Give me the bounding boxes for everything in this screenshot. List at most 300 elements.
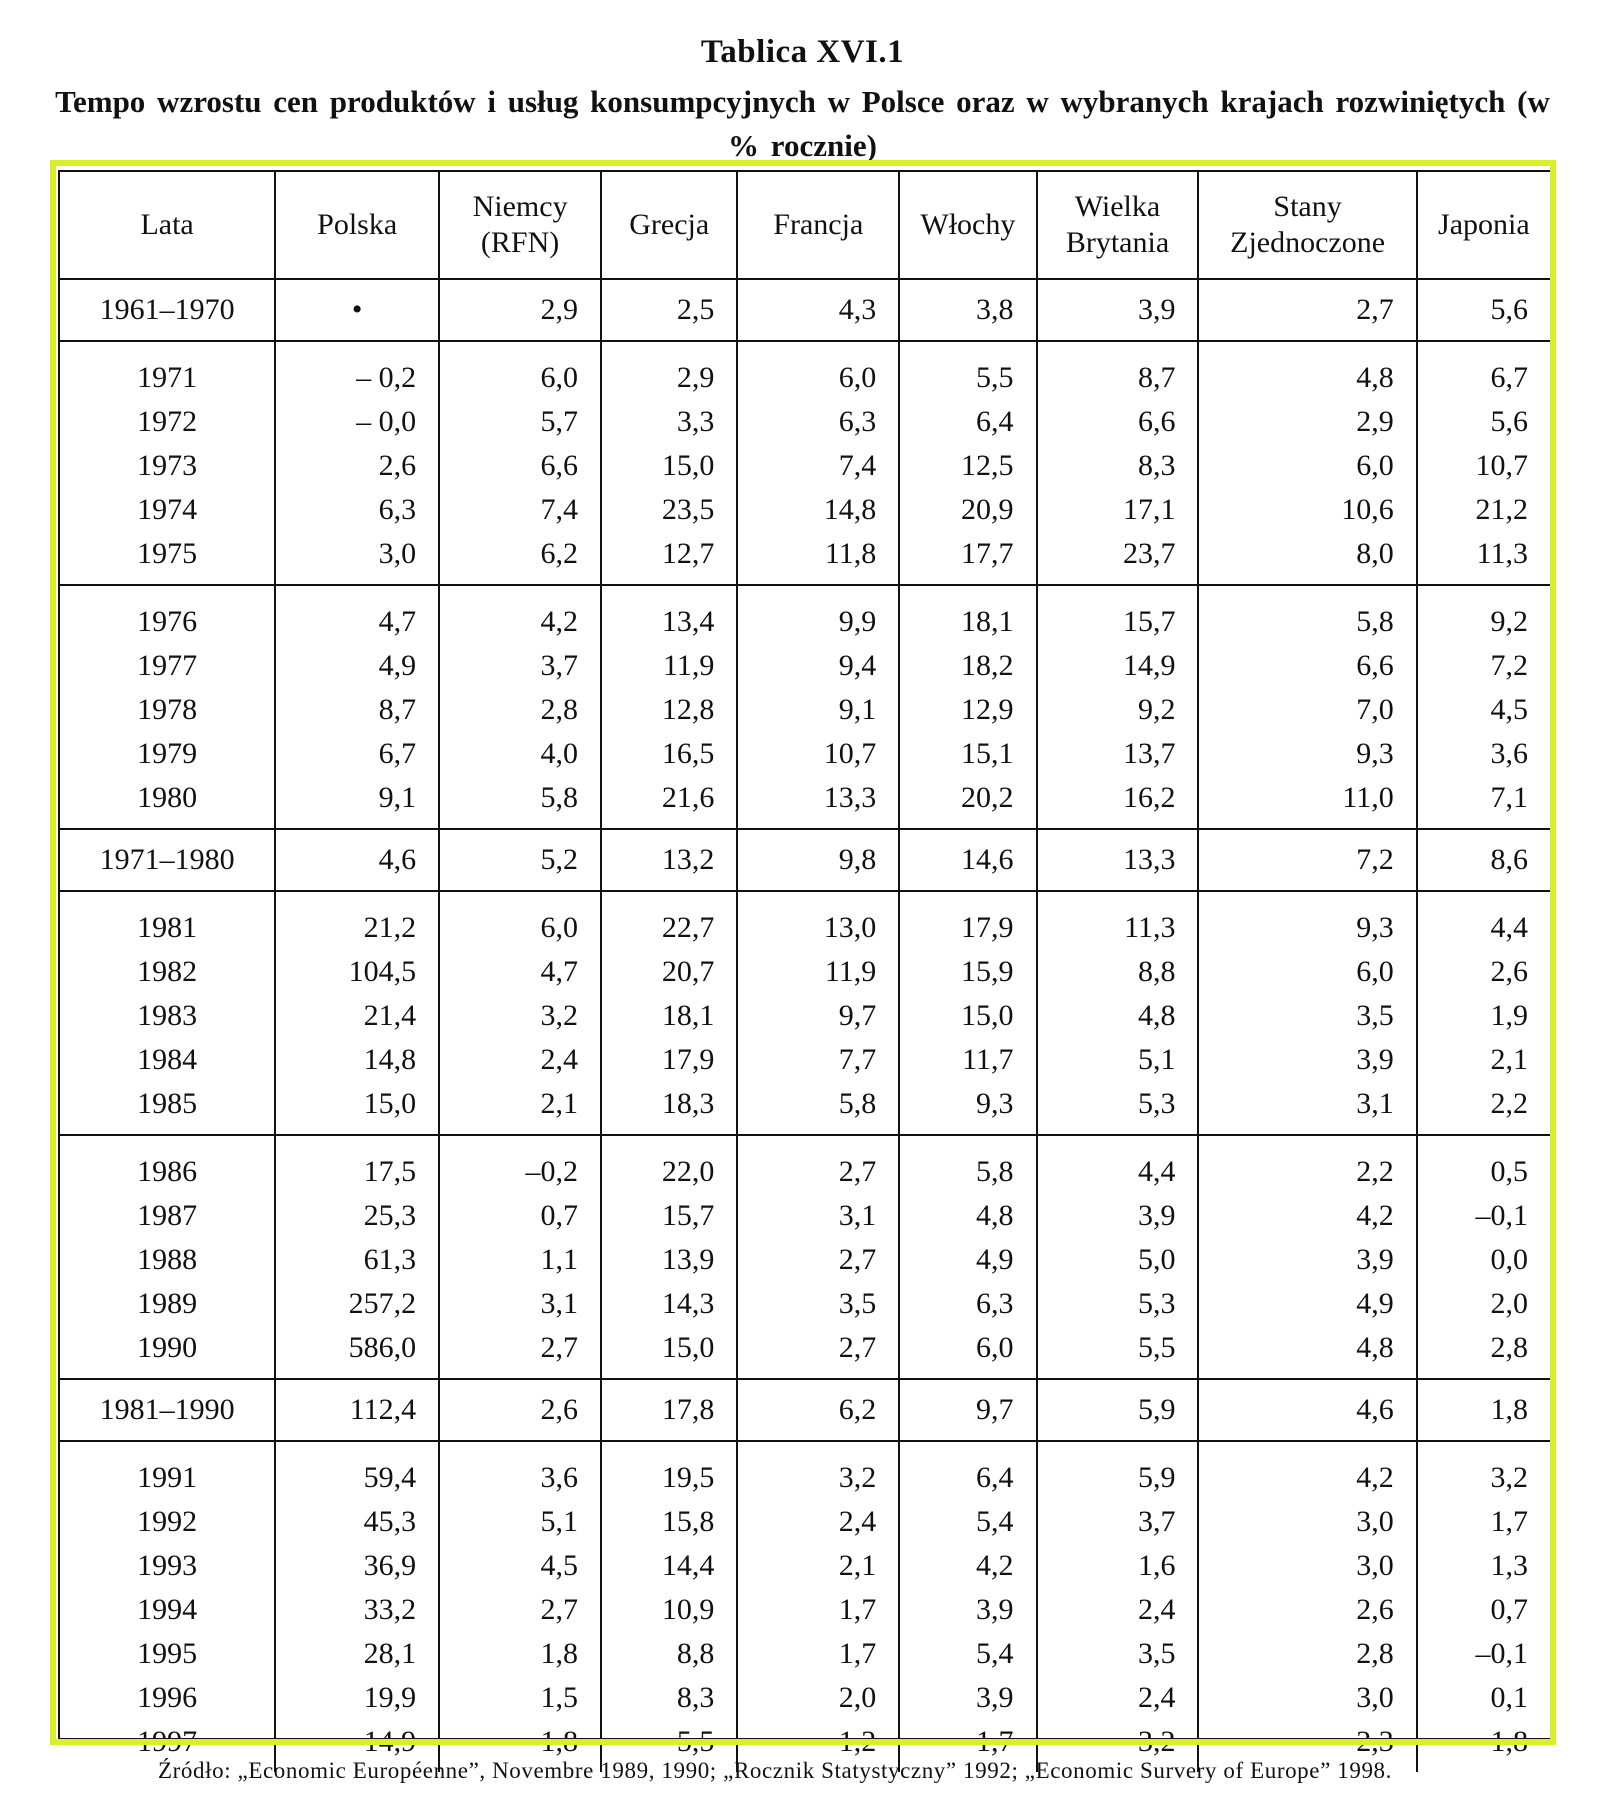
value-cell: 12,5 [899, 444, 1036, 488]
value-cell: 6,2 [439, 532, 601, 585]
value-cell: 16,5 [601, 732, 737, 776]
value-cell: 5,8 [737, 1082, 899, 1135]
data-table-frame [58, 170, 1552, 1758]
average-row [60, 1379, 1550, 1441]
value-cell: 5,9 [1037, 1441, 1199, 1500]
value-cell: 4,8 [1198, 1326, 1416, 1379]
value-cell: 3,0 [1198, 1676, 1416, 1720]
value-cell: 23,5 [601, 488, 737, 532]
value-cell: 5,3 [1037, 1282, 1199, 1326]
value-cell: 11,9 [601, 644, 737, 688]
value-cell: 13,2 [601, 829, 737, 891]
value-cell: 8,8 [601, 1632, 737, 1676]
table-row [60, 1082, 1550, 1135]
header-greece: Grecja [601, 172, 737, 279]
value-cell: –0,2 [439, 1135, 601, 1194]
value-cell: 1,7 [899, 1720, 1036, 1772]
value-cell: 13,3 [737, 776, 899, 829]
average-row [60, 829, 1550, 891]
value-cell: 10,6 [1198, 488, 1416, 532]
year-cell: 1986 [60, 1135, 275, 1194]
value-cell: 11,9 [737, 950, 899, 994]
value-cell: 3,7 [439, 644, 601, 688]
value-cell: 15,0 [601, 444, 737, 488]
value-cell: 9,3 [1198, 732, 1416, 776]
value-cell: 3,9 [899, 1676, 1036, 1720]
value-cell: 4,7 [439, 950, 601, 994]
value-cell: 15,0 [275, 1082, 439, 1135]
value-cell: 8,8 [1037, 950, 1199, 994]
value-cell: 0,5 [1417, 1135, 1550, 1194]
value-cell: 7,0 [1198, 688, 1416, 732]
value-cell: 17,9 [601, 1038, 737, 1082]
value-cell: 15,7 [601, 1194, 737, 1238]
year-cell: 1988 [60, 1238, 275, 1282]
value-cell: 6,6 [1198, 644, 1416, 688]
value-cell: 5,9 [1037, 1379, 1199, 1441]
table-row [60, 341, 1550, 400]
value-cell: 21,6 [601, 776, 737, 829]
value-cell: 9,8 [737, 829, 899, 891]
value-cell: 5,6 [1417, 279, 1550, 341]
header-great-britain: Wielka Brytania [1037, 172, 1199, 279]
value-cell: 19,5 [601, 1441, 737, 1500]
year-cell: 1981 [60, 891, 275, 950]
value-cell: – 0,2 [275, 341, 439, 400]
value-cell: 2,4 [1037, 1588, 1199, 1632]
year-cell: 1990 [60, 1326, 275, 1379]
year-cell: 1971 [60, 341, 275, 400]
value-cell: 14,3 [601, 1282, 737, 1326]
value-cell: 5,5 [601, 1720, 737, 1772]
value-cell: 6,4 [899, 400, 1036, 444]
header-italy: Włochy [899, 172, 1036, 279]
value-cell: 0,7 [1417, 1588, 1550, 1632]
value-cell: 3,9 [1037, 279, 1199, 341]
value-cell: 2,1 [439, 1082, 601, 1135]
value-cell: 5,0 [1037, 1238, 1199, 1282]
value-cell: 4,9 [275, 644, 439, 688]
value-cell: 3,2 [439, 994, 601, 1038]
value-cell: 0,1 [1417, 1676, 1550, 1720]
value-cell: 2,6 [1198, 1588, 1416, 1632]
value-cell: 7,7 [737, 1038, 899, 1082]
value-cell: 3,9 [1198, 1238, 1416, 1282]
value-cell: 10,7 [737, 732, 899, 776]
value-cell: 9,3 [899, 1082, 1036, 1135]
value-cell: 4,9 [899, 1238, 1036, 1282]
value-cell: 13,0 [737, 891, 899, 950]
year-cell: 1992 [60, 1500, 275, 1544]
value-cell: 3,6 [439, 1441, 601, 1500]
header-france: Francja [737, 172, 899, 279]
table-row [60, 688, 1550, 732]
table-row [60, 532, 1550, 585]
value-cell: 1,7 [1417, 1500, 1550, 1544]
table-row [60, 1500, 1550, 1544]
value-cell: 18,1 [899, 585, 1036, 644]
value-cell: 18,2 [899, 644, 1036, 688]
value-cell: 6,0 [737, 341, 899, 400]
table-row [60, 1238, 1550, 1282]
value-cell: 15,9 [899, 950, 1036, 994]
year-cell: 1996 [60, 1676, 275, 1720]
value-cell: 9,2 [1037, 688, 1199, 732]
year-cell: 1971–1980 [60, 829, 275, 891]
value-cell: 2,1 [1417, 1038, 1550, 1082]
value-cell: 3,9 [899, 1588, 1036, 1632]
table-row [60, 1632, 1550, 1676]
value-cell: 17,8 [601, 1379, 737, 1441]
table-row [60, 1282, 1550, 1326]
value-cell: 2,4 [1037, 1676, 1199, 1720]
value-cell: 3,2 [1417, 1441, 1550, 1500]
value-cell: 11,3 [1417, 532, 1550, 585]
value-cell: 257,2 [275, 1282, 439, 1326]
year-cell: 1997 [60, 1720, 275, 1772]
value-cell: 6,7 [1417, 341, 1550, 400]
value-cell: 3,6 [1417, 732, 1550, 776]
value-cell: 15,0 [601, 1326, 737, 1379]
value-cell: 1,8 [439, 1632, 601, 1676]
value-cell: 5,4 [899, 1500, 1036, 1544]
value-cell: 586,0 [275, 1326, 439, 1379]
value-cell: 18,1 [601, 994, 737, 1038]
value-cell: 14,9 [275, 1720, 439, 1772]
value-cell: 20,9 [899, 488, 1036, 532]
year-cell: 1974 [60, 488, 275, 532]
value-cell: 3,5 [737, 1282, 899, 1326]
value-cell: 0,7 [439, 1194, 601, 1238]
value-cell: 3,3 [601, 400, 737, 444]
value-cell: 45,3 [275, 1500, 439, 1544]
value-cell: 4,3 [737, 279, 899, 341]
value-cell: 9,2 [1417, 585, 1550, 644]
average-row [60, 279, 1550, 341]
value-cell: 4,5 [1417, 688, 1550, 732]
value-cell: 4,9 [1198, 1282, 1416, 1326]
header-japan: Japonia [1417, 172, 1550, 279]
value-cell: 2,7 [1198, 279, 1416, 341]
value-cell: 2,1 [737, 1544, 899, 1588]
year-cell: 1985 [60, 1082, 275, 1135]
table-row [60, 444, 1550, 488]
value-cell: 5,5 [1037, 1326, 1199, 1379]
value-cell: 2,6 [275, 444, 439, 488]
value-cell: 3,1 [1198, 1082, 1416, 1135]
value-cell: 3,1 [737, 1194, 899, 1238]
value-cell: 9,4 [737, 644, 899, 688]
value-cell: 4,2 [1198, 1441, 1416, 1500]
value-cell: 10,9 [601, 1588, 737, 1632]
value-cell: 14,4 [601, 1544, 737, 1588]
value-cell: 6,0 [1198, 444, 1416, 488]
value-cell: 6,0 [439, 891, 601, 950]
value-cell: 3,8 [899, 279, 1036, 341]
header-years: Lata [60, 172, 275, 279]
value-cell: 13,3 [1037, 829, 1199, 891]
value-cell: 4,4 [1037, 1135, 1199, 1194]
year-cell: 1961–1970 [60, 279, 275, 341]
value-cell: 15,1 [899, 732, 1036, 776]
table-row [60, 488, 1550, 532]
value-cell: 14,8 [275, 1038, 439, 1082]
value-cell: 3,0 [1198, 1500, 1416, 1544]
value-cell: 3,5 [1037, 1632, 1199, 1676]
value-cell: 3,2 [737, 1441, 899, 1500]
value-cell: 4,6 [1198, 1379, 1416, 1441]
value-cell: 2,4 [737, 1500, 899, 1544]
value-cell: 2,7 [439, 1326, 601, 1379]
value-cell: 4,8 [899, 1194, 1036, 1238]
value-cell: 9,3 [1198, 891, 1416, 950]
year-cell: 1980 [60, 776, 275, 829]
value-cell: 2,2 [1417, 1082, 1550, 1135]
year-cell: 1983 [60, 994, 275, 1038]
value-cell: 17,5 [275, 1135, 439, 1194]
table-title: Tablica XVI.1 [700, 34, 905, 70]
value-cell: 9,7 [899, 1379, 1036, 1441]
value-cell: 2,7 [737, 1326, 899, 1379]
value-cell: 4,2 [1198, 1194, 1416, 1238]
value-cell: 1,8 [439, 1720, 601, 1772]
value-cell: 6,6 [439, 444, 601, 488]
value-cell: 14,9 [1037, 644, 1199, 688]
value-cell: 7,2 [1417, 644, 1550, 688]
value-cell: 5,8 [439, 776, 601, 829]
value-cell: 7,4 [439, 488, 601, 532]
value-cell: 6,0 [1198, 950, 1416, 994]
value-cell: 5,3 [1037, 1082, 1199, 1135]
year-cell: 1995 [60, 1632, 275, 1676]
value-cell: 8,7 [1037, 341, 1199, 400]
value-cell: 2,9 [1198, 400, 1416, 444]
value-cell: 8,7 [275, 688, 439, 732]
value-cell: 1,6 [1037, 1544, 1199, 1588]
value-cell: 6,3 [737, 400, 899, 444]
value-cell: 2,8 [1417, 1326, 1550, 1379]
value-cell: 33,2 [275, 1588, 439, 1632]
value-cell: • [275, 279, 439, 341]
value-cell: 4,8 [1198, 341, 1416, 400]
value-cell: 3,1 [439, 1282, 601, 1326]
value-cell: 8,6 [1417, 829, 1550, 891]
table-row [60, 1038, 1550, 1082]
value-cell: 12,7 [601, 532, 737, 585]
value-cell: 5,5 [899, 341, 1036, 400]
value-cell: 4,0 [439, 732, 601, 776]
value-cell: 1,8 [1417, 1720, 1550, 1772]
table-row [60, 776, 1550, 829]
value-cell: 6,7 [275, 732, 439, 776]
value-cell: – 0,0 [275, 400, 439, 444]
table-row [60, 950, 1550, 994]
value-cell: 4,2 [899, 1544, 1036, 1588]
year-cell: 1982 [60, 950, 275, 994]
value-cell: 4,8 [1037, 994, 1199, 1038]
value-cell: 2,9 [439, 279, 601, 341]
value-cell: 5,4 [899, 1632, 1036, 1676]
table-row [60, 1135, 1550, 1194]
value-cell: 1,1 [439, 1238, 601, 1282]
value-cell: 8,0 [1198, 532, 1416, 585]
value-cell: 22,0 [601, 1135, 737, 1194]
value-cell: 13,7 [1037, 732, 1199, 776]
value-cell: 1,8 [1417, 1379, 1550, 1441]
value-cell: 5,8 [1198, 585, 1416, 644]
value-cell: 4,4 [1417, 891, 1550, 950]
value-cell: 8,3 [1037, 444, 1199, 488]
value-cell: 36,9 [275, 1544, 439, 1588]
inflation-table [60, 172, 1550, 1772]
value-cell: 4,7 [275, 585, 439, 644]
year-cell: 1994 [60, 1588, 275, 1632]
value-cell: 2,6 [439, 1379, 601, 1441]
value-cell: 3,0 [1198, 1544, 1416, 1588]
value-cell: 25,3 [275, 1194, 439, 1238]
table-row [60, 891, 1550, 950]
value-cell: 104,5 [275, 950, 439, 994]
table-row [60, 994, 1550, 1038]
value-cell: 4,5 [439, 1544, 601, 1588]
table-row [60, 1441, 1550, 1500]
year-cell: 1984 [60, 1038, 275, 1082]
value-cell: 1,3 [1417, 1544, 1550, 1588]
value-cell: 7,4 [737, 444, 899, 488]
year-cell: 1989 [60, 1282, 275, 1326]
table-row [60, 1588, 1550, 1632]
value-cell: 9,9 [737, 585, 899, 644]
value-cell: 1,5 [439, 1676, 601, 1720]
value-cell: 3,9 [1198, 1038, 1416, 1082]
value-cell: 2,5 [601, 279, 737, 341]
value-cell: 21,4 [275, 994, 439, 1038]
value-cell: 16,2 [1037, 776, 1199, 829]
value-cell: 3,9 [1037, 1194, 1199, 1238]
value-cell: 2,3 [1198, 1720, 1416, 1772]
value-cell: 5,6 [1417, 400, 1550, 444]
table-row [60, 1720, 1550, 1772]
value-cell: 1,9 [1417, 994, 1550, 1038]
value-cell: 28,1 [275, 1632, 439, 1676]
value-cell: 5,2 [439, 829, 601, 891]
value-cell: 21,2 [1417, 488, 1550, 532]
value-cell: 15,8 [601, 1500, 737, 1544]
year-cell: 1981–1990 [60, 1379, 275, 1441]
value-cell: 9,1 [275, 776, 439, 829]
value-cell: 6,4 [899, 1441, 1036, 1500]
value-cell: 23,7 [1037, 532, 1199, 585]
header-united-states: Stany Zjednoczone [1198, 172, 1416, 279]
value-cell: 15,7 [1037, 585, 1199, 644]
year-cell: 1973 [60, 444, 275, 488]
value-cell: 2,9 [601, 341, 737, 400]
source-note: Źródło: „Economic Européenne”, Novembre 1989, 1990; „Rocznik Statystyczny” 1992; „Economic Survery of Europe” 1998. [158, 1758, 1393, 1783]
value-cell: 3,0 [275, 532, 439, 585]
value-cell: 3,7 [1037, 1500, 1199, 1544]
year-cell: 1975 [60, 532, 275, 585]
value-cell: 10,7 [1417, 444, 1550, 488]
value-cell: 1,2 [737, 1720, 899, 1772]
value-cell: 2,8 [439, 688, 601, 732]
value-cell: 5,7 [439, 400, 601, 444]
value-cell: 2,7 [439, 1588, 601, 1632]
value-cell: 2,7 [737, 1238, 899, 1282]
value-cell: 7,1 [1417, 776, 1550, 829]
year-cell: 1987 [60, 1194, 275, 1238]
value-cell: 59,4 [275, 1441, 439, 1500]
value-cell: 17,7 [899, 532, 1036, 585]
value-cell: 2,0 [1417, 1282, 1550, 1326]
table-body [60, 279, 1550, 1772]
value-cell: 6,3 [899, 1282, 1036, 1326]
value-cell: 1,7 [737, 1632, 899, 1676]
value-cell: 2,2 [1198, 1135, 1416, 1194]
value-cell: 7,2 [1198, 829, 1416, 891]
value-cell: 19,9 [275, 1676, 439, 1720]
value-cell: 17,1 [1037, 488, 1199, 532]
value-cell: 11,7 [899, 1038, 1036, 1082]
year-cell: 1977 [60, 644, 275, 688]
year-cell: 1978 [60, 688, 275, 732]
table-row [60, 585, 1550, 644]
table-row [60, 1326, 1550, 1379]
value-cell: 9,7 [737, 994, 899, 1038]
value-cell: 13,9 [601, 1238, 737, 1282]
value-cell: 6,6 [1037, 400, 1199, 444]
header-poland: Polska [275, 172, 439, 279]
table-row [60, 1676, 1550, 1720]
year-cell: 1976 [60, 585, 275, 644]
value-cell: 11,0 [1198, 776, 1416, 829]
value-cell: 3,2 [1037, 1720, 1199, 1772]
value-cell: 1,7 [737, 1588, 899, 1632]
value-cell: 13,4 [601, 585, 737, 644]
value-cell: 21,2 [275, 891, 439, 950]
value-cell: 14,8 [737, 488, 899, 532]
value-cell: 3,5 [1198, 994, 1416, 1038]
value-cell: 2,6 [1417, 950, 1550, 994]
value-cell: 2,4 [439, 1038, 601, 1082]
value-cell: 2,7 [737, 1135, 899, 1194]
year-cell: 1991 [60, 1441, 275, 1500]
value-cell: 4,6 [275, 829, 439, 891]
value-cell: 61,3 [275, 1238, 439, 1282]
value-cell: 5,8 [899, 1135, 1036, 1194]
table-subtitle: Tempo wzrostu cen produktów i usług konsumpcyjnych w Polsce oraz w wybranych krajach rozwiniętych (w % rocznie) [55, 84, 1550, 163]
header-germany: Niemcy (RFN) [439, 172, 601, 279]
value-cell: 11,8 [737, 532, 899, 585]
year-cell: 1993 [60, 1544, 275, 1588]
value-cell: 6,3 [275, 488, 439, 532]
value-cell: 20,7 [601, 950, 737, 994]
table-row [60, 644, 1550, 688]
value-cell: 8,3 [601, 1676, 737, 1720]
value-cell: 11,3 [1037, 891, 1199, 950]
value-cell: 14,6 [899, 829, 1036, 891]
value-cell: 2,8 [1198, 1632, 1416, 1676]
value-cell: 2,0 [737, 1676, 899, 1720]
value-cell: 9,1 [737, 688, 899, 732]
value-cell: 12,9 [899, 688, 1036, 732]
value-cell: 22,7 [601, 891, 737, 950]
value-cell: 6,0 [899, 1326, 1036, 1379]
value-cell: 6,2 [737, 1379, 899, 1441]
value-cell: 112,4 [275, 1379, 439, 1441]
value-cell: 12,8 [601, 688, 737, 732]
table-row [60, 732, 1550, 776]
value-cell: 0,0 [1417, 1238, 1550, 1282]
